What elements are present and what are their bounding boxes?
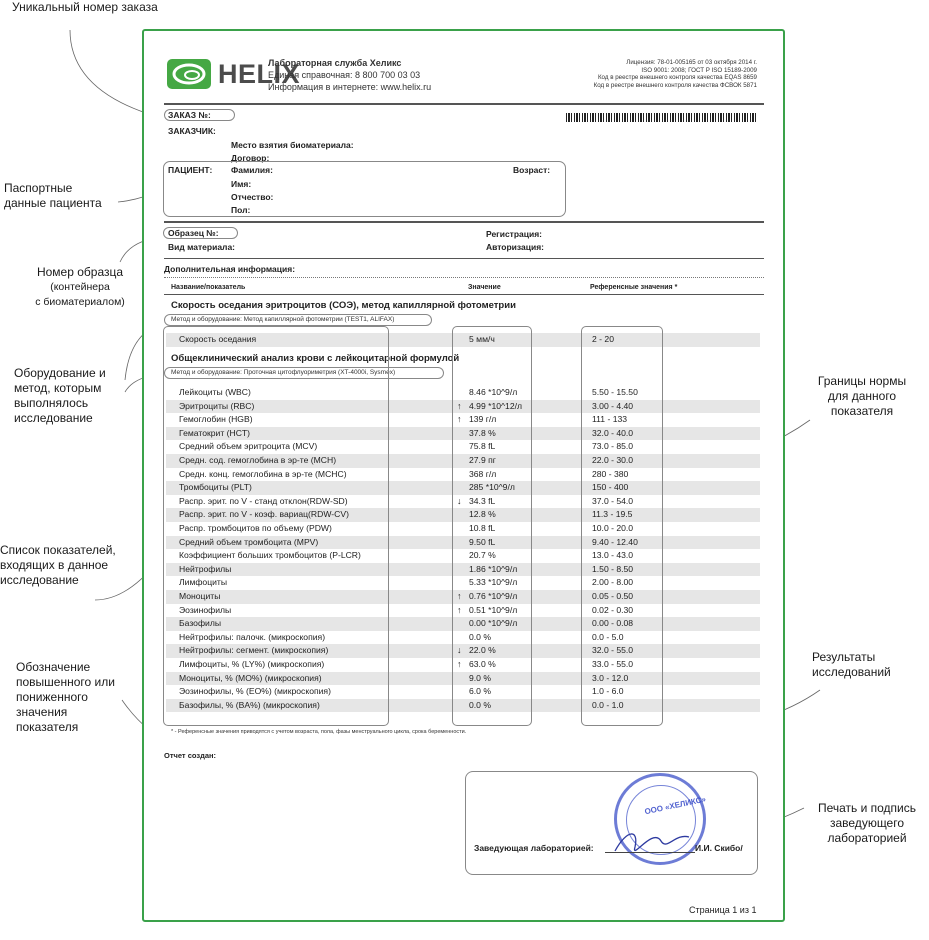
row-value: 1.86 *10^9/л xyxy=(469,563,518,574)
method-cbc: Метод и оборудование: Проточная цитофлуориметрия (XT-4000i, Sysmex) xyxy=(171,369,396,376)
row-flag: ↑ xyxy=(457,604,462,615)
row-name: Моноциты xyxy=(179,591,221,601)
row-name: Коэффициент больших тромбоцитов (P-LCR) xyxy=(179,550,361,561)
row-name: Моноциты, % (MO%) (микроскопия) xyxy=(179,672,322,683)
logo-text: HELIX xyxy=(218,59,301,89)
license-info: Лицензия: 78-01-005165 от 03 октября 2014 г. ISO 9001: 2008; ГОСТ Р ISO 15189-2009 Код в реестре внешнего контроля качества EQAS 8659 Код в реестре внешнего контроля качества ФСВОК 5871 xyxy=(593,59,757,89)
row-value: 4.99 *10^12/л xyxy=(469,400,523,411)
row-value: 12.8 % xyxy=(469,509,496,520)
head-name: И.И. Скибо/ xyxy=(695,843,743,853)
callout-results: Результаты исследований xyxy=(812,650,891,679)
head-label: Заведующая лабораторией: xyxy=(474,843,594,853)
row-name: Распр. эрит. по V - станд отклон(RDW-SD) xyxy=(179,495,348,506)
row-name: Скорость оседания xyxy=(179,334,257,344)
row-value: 0.00 *10^9/л xyxy=(469,618,518,629)
callout-indicator-list: Список показателей, входящих в данное исследование xyxy=(0,543,116,587)
row-value: 285 *10^9/л xyxy=(469,482,515,493)
row-ref: 73.0 - 85.0 xyxy=(592,441,634,452)
row-name: Нейтрофилы: палочк. (микроскопия) xyxy=(179,631,326,642)
row-value: 37.8 % xyxy=(469,427,496,438)
row-ref: 37.0 - 54.0 xyxy=(592,495,634,506)
row-ref: 9.40 - 12.40 xyxy=(592,536,638,547)
row-ref: 0.0 - 5.0 xyxy=(592,631,624,642)
row-name: Эозинофилы, % (EO%) (микроскопия) xyxy=(179,686,331,697)
col-header-ref: Референсные значения * xyxy=(590,284,678,291)
order-label: ЗАКАЗ №: xyxy=(168,110,211,120)
page-number: Страница 1 из 1 xyxy=(689,905,757,915)
report-created-label: Отчет создан: xyxy=(164,751,217,760)
lab-report-sheet xyxy=(142,29,785,922)
row-value: 0.51 *10^9/л xyxy=(469,604,518,615)
row-name: Базофилы xyxy=(179,618,222,629)
stamp-text: ООО «ХЕЛИКС» xyxy=(643,794,707,817)
row-ref: 5.50 - 15.50 xyxy=(592,387,638,397)
row-name: Тромбоциты (PLT) xyxy=(179,482,252,493)
row-name: Нейтрофилы xyxy=(179,563,232,574)
reference-frame xyxy=(581,326,663,726)
patient-label: ПАЦИЕНТ: xyxy=(168,165,213,175)
row-value: 5 мм/ч xyxy=(469,334,495,344)
callout-stamp-sign: Печать и подпись заведующего лабораторией xyxy=(817,801,917,845)
callout-equipment: Оборудование и метод, которым выполнялось исследование xyxy=(14,366,106,425)
patronymic-label: Отчество: xyxy=(231,192,274,202)
signature-scribble xyxy=(609,821,699,861)
row-name: Лимфоциты, % (LY%) (микроскопия) xyxy=(179,659,325,669)
row-ref: 0.05 - 0.50 xyxy=(592,591,634,601)
row-name: Распр. эрит. по V - коэф. вариац(RDW-CV) xyxy=(179,509,349,520)
barcode xyxy=(566,113,758,122)
helix-logo-icon xyxy=(166,58,212,90)
col-header-value: Значение xyxy=(468,284,501,291)
row-value: 8.46 *10^9/л xyxy=(469,387,518,397)
material-label: Вид материала: xyxy=(168,242,236,252)
row-ref: 2.00 - 8.00 xyxy=(592,577,634,588)
extra-info-divider xyxy=(164,277,764,278)
row-ref: 2 - 20 xyxy=(592,334,614,344)
row-name: Лимфоциты xyxy=(179,577,228,588)
row-name: Распр. тромбоцитов по объему (PDW) xyxy=(179,523,332,533)
method-esr: Метод и оборудование: Метод капиллярной фотометрии (TEST1, ALIFAX) xyxy=(171,316,395,323)
row-ref: 13.0 - 43.0 xyxy=(592,550,634,561)
contract-label: Договор: xyxy=(231,153,270,163)
row-flag: ↑ xyxy=(457,591,462,601)
row-name: Средн. конц. гемоглобина в эр-те (MCHC) xyxy=(179,468,347,479)
customer-label: ЗАКАЗЧИК: xyxy=(168,126,216,136)
row-value: 9.50 fL xyxy=(469,536,496,547)
row-ref: 0.02 - 0.30 xyxy=(592,604,634,615)
row-ref: 280 - 380 xyxy=(592,468,629,479)
section-title-cbc: Общеклинический анализ крови с лейкоцитарной формулой xyxy=(171,353,460,364)
row-ref: 3.00 - 4.40 xyxy=(592,400,634,411)
age-label: Возраст: xyxy=(513,165,551,175)
callout-passport: Паспортные данные пациента xyxy=(4,181,102,210)
indicator-list-frame xyxy=(163,326,389,726)
row-name: Эритроциты (RBC) xyxy=(179,400,255,411)
row-name: Базофилы, % (BA%) (микроскопия) xyxy=(179,699,320,710)
lab-info: Лабораторная служба Хеликс Единая справочная: 8 800 700 03 03 Информация в интернете: www.helix.ru xyxy=(268,58,432,92)
place-label: Место взятия биоматериала: xyxy=(231,140,354,150)
row-ref: 150 - 400 xyxy=(592,482,629,493)
row-ref: 10.0 - 20.0 xyxy=(592,523,634,533)
patient-divider xyxy=(164,221,764,223)
callout-flags: Обозначение повышенного или пониженного значения показателя xyxy=(16,660,115,734)
row-value: 368 г/л xyxy=(469,468,497,479)
row-name: Средний объем тромбоцита (MPV) xyxy=(179,536,319,547)
row-value: 6.0 % xyxy=(469,686,491,697)
signature-line xyxy=(605,852,695,853)
callout-sample-number: Номер образца (контейнера с биоматериалом) xyxy=(35,265,125,308)
authorization-label: Авторизация: xyxy=(486,242,544,252)
row-name: Нейтрофилы: сегмент. (микроскопия) xyxy=(179,645,329,656)
row-flag: ↓ xyxy=(457,645,462,656)
row-ref: 11.3 - 19.5 xyxy=(592,509,633,520)
row-ref: 32.0 - 40.0 xyxy=(592,427,634,438)
sample-divider xyxy=(164,258,764,259)
row-name: Гематокрит (HCT) xyxy=(179,427,251,438)
callout-order-number: Уникальный номер заказа xyxy=(12,0,158,14)
registration-label: Регистрация: xyxy=(486,229,543,239)
row-flag: ↓ xyxy=(457,495,462,506)
row-value: 10.8 fL xyxy=(469,523,496,533)
row-flag: ↑ xyxy=(457,414,462,425)
row-ref: 0.00 - 0.08 xyxy=(592,618,634,629)
row-name: Гемоглобин (HGB) xyxy=(179,414,253,425)
sex-label: Пол: xyxy=(231,205,251,215)
row-value: 75.8 fL xyxy=(469,441,496,452)
row-value: 20.7 % xyxy=(469,550,496,561)
row-value: 22.0 % xyxy=(469,645,496,656)
extra-info-label: Дополнительная информация: xyxy=(164,264,296,274)
row-value: 0.0 % xyxy=(469,631,491,642)
row-flag: ↑ xyxy=(457,400,462,411)
col-header-divider xyxy=(164,294,764,295)
row-ref: 111 - 133 xyxy=(592,414,628,425)
row-ref: 0.0 - 1.0 xyxy=(592,699,624,710)
name-label: Имя: xyxy=(231,179,252,189)
row-value: 34.3 fL xyxy=(469,495,496,506)
row-value: 139 г/л xyxy=(469,414,497,425)
row-ref: 1.0 - 6.0 xyxy=(592,686,624,697)
callout-norm-bounds: Границы нормы для данного показателя xyxy=(817,374,907,418)
row-name: Эозинофилы xyxy=(179,604,232,615)
row-name: Средн. сод. гемоглобина в эр-те (MCH) xyxy=(179,455,337,465)
col-header-name: Название/показатель xyxy=(171,284,246,291)
row-ref: 33.0 - 55.0 xyxy=(592,659,634,669)
patient-frame xyxy=(163,161,566,217)
row-ref: 22.0 - 30.0 xyxy=(592,455,634,465)
row-ref: 1.50 - 8.50 xyxy=(592,563,634,574)
sample-label: Образец №: xyxy=(168,228,219,238)
surname-label: Фамилия: xyxy=(231,165,273,175)
row-name: Средний объем эритроцита (MCV) xyxy=(179,441,318,452)
row-name: Лейкоциты (WBC) xyxy=(179,387,251,397)
helix-logo xyxy=(166,57,301,91)
row-value: 9.0 % xyxy=(469,672,491,683)
row-value: 27.9 пг xyxy=(469,455,496,465)
section-title-esr: Скорость оседания эритроцитов (СОЭ), метод капиллярной фотометрии xyxy=(171,300,516,311)
row-ref: 32.0 - 55.0 xyxy=(592,645,634,656)
footnote: * - Референсные значения приводятся с учетом возраста, пола, фазы менструального цикла, срока беременности. xyxy=(171,729,467,735)
row-value: 63.0 % xyxy=(469,659,496,669)
row-ref: 3.0 - 12.0 xyxy=(592,672,629,683)
row-value: 0.0 % xyxy=(469,699,491,710)
row-flag: ↑ xyxy=(457,659,462,669)
row-value: 5.33 *10^9/л xyxy=(469,577,518,588)
row-value: 0.76 *10^9/л xyxy=(469,591,518,601)
header-divider xyxy=(164,103,764,105)
results-frame xyxy=(452,326,532,726)
